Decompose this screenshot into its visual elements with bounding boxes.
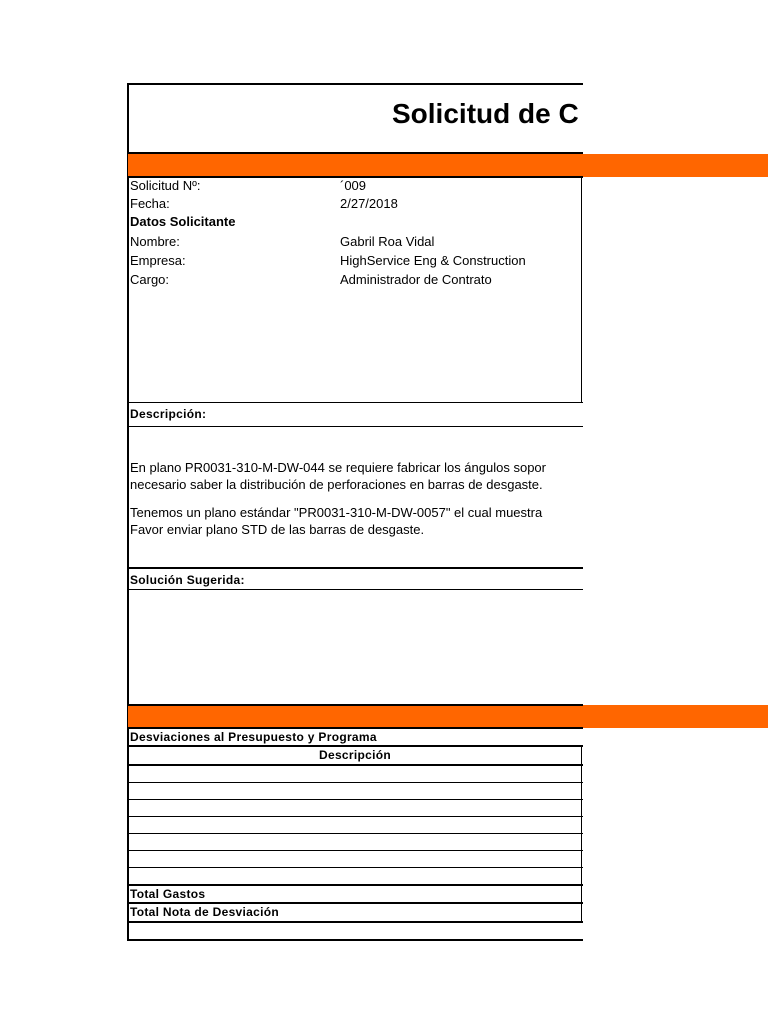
total-nota-label: Total Nota de Desviación (130, 905, 280, 919)
orange-divider-bar (128, 705, 768, 728)
table-row-line (127, 850, 583, 851)
orange-header-bar (128, 154, 768, 177)
cargo-label: Cargo: (130, 272, 170, 287)
solicitud-value: ´009 (340, 178, 367, 193)
solucion-bottom-line (127, 589, 583, 590)
totals-top-line (127, 884, 583, 886)
desviaciones-table-top (127, 745, 583, 747)
datos-solicitante-heading: Datos Solicitante (130, 214, 236, 229)
table-row-line (127, 867, 583, 868)
empresa-value: HighService Eng & Construction (340, 253, 526, 268)
desviaciones-label: Desviaciones al Presupuesto y Programa (130, 730, 377, 744)
frame-bottom-border (127, 939, 583, 941)
desviaciones-column-header: Descripción (319, 748, 391, 762)
solucion-label: Solución Sugerida: (130, 573, 245, 587)
descripcion-line-1: En plano PR0031-310-M-DW-044 se requiere fabricar los ángulos sopor (130, 460, 546, 475)
orange-divider-bottom-line (127, 727, 583, 729)
solicitud-label: Solicitud Nº: (130, 178, 201, 193)
nombre-value: Gabril Roa Vidal (340, 234, 435, 249)
nombre-label: Nombre: (130, 234, 180, 249)
desviaciones-right-border (581, 745, 582, 923)
descripcion-top-line (127, 402, 583, 403)
empresa-label: Empresa: (130, 253, 186, 268)
table-row-line (127, 799, 583, 800)
info-right-border (581, 176, 582, 402)
solucion-top-line (127, 567, 583, 569)
descripcion-line-2: necesario saber la distribución de perforaciones en barras de desgaste. (130, 477, 543, 492)
descripcion-line-3: Tenemos un plano estándar "PR0031-310-M-DW-0057" el cual muestra (130, 505, 543, 520)
page-title: Solicitud de C (392, 98, 579, 129)
table-row-line (127, 833, 583, 834)
descripcion-bottom-line (127, 426, 583, 427)
total-nota-bottom-line (127, 921, 583, 923)
table-row-line (127, 816, 583, 817)
descripcion-label: Descripción: (130, 407, 207, 421)
total-gastos-label: Total Gastos (130, 887, 206, 901)
orange-bar-top-line (127, 152, 583, 154)
desviaciones-header-bottom (127, 764, 583, 766)
frame-top-border (127, 83, 583, 85)
fecha-value: 2/27/2018 (340, 196, 398, 211)
total-gastos-bottom-line (127, 902, 583, 904)
descripcion-line-4: Favor enviar plano STD de las barras de desgaste. (130, 522, 425, 537)
table-row-line (127, 782, 583, 783)
frame-left-border (127, 83, 129, 941)
cargo-value: Administrador de Contrato (340, 272, 492, 287)
orange-divider-top-line (127, 704, 583, 706)
fecha-label: Fecha: (130, 196, 170, 211)
